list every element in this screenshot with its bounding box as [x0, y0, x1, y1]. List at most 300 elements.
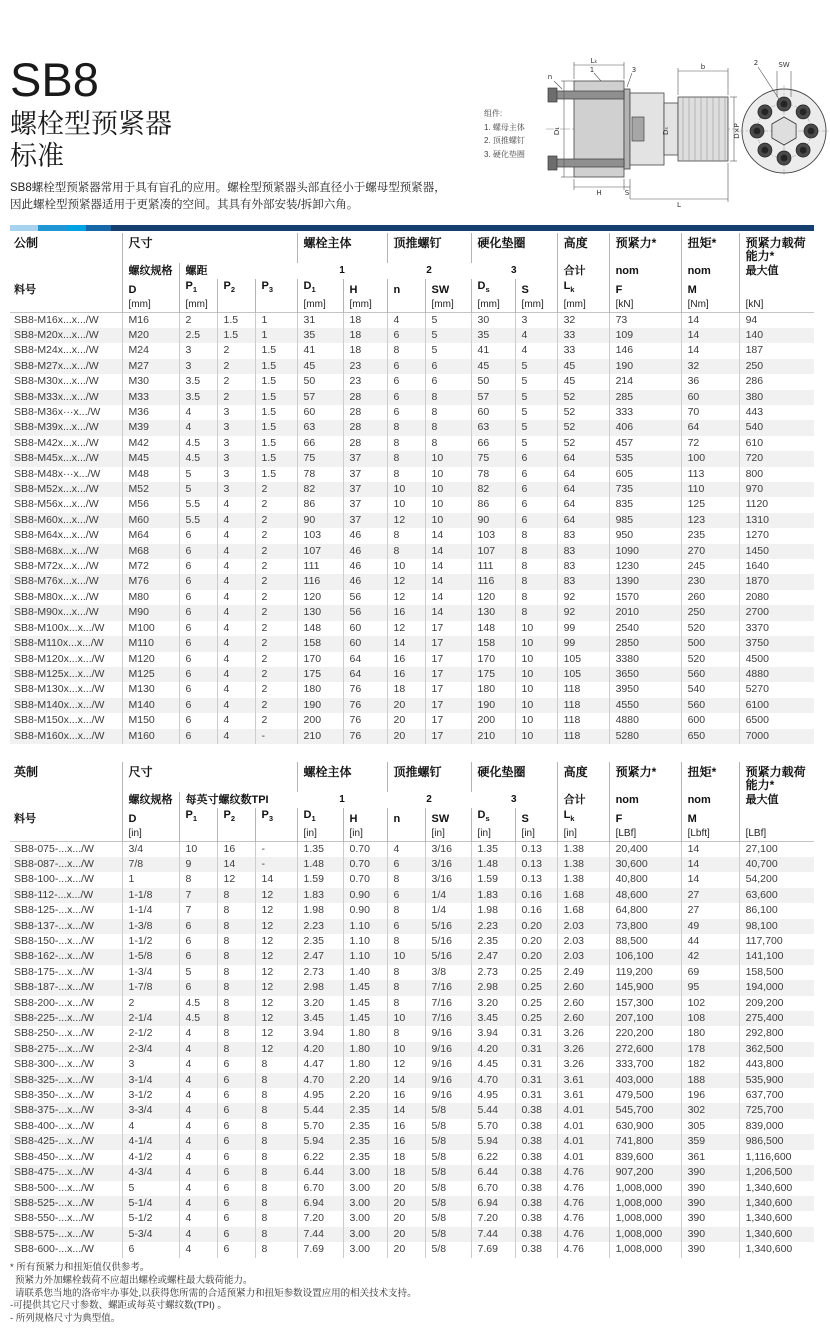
table-cell: 141,100	[739, 949, 814, 964]
table-cell: 10	[425, 513, 471, 528]
table-cell: 6	[387, 359, 425, 374]
unit-header: [LBf]	[739, 827, 814, 842]
table-cell: 28	[343, 390, 387, 405]
table-cell: 6	[179, 667, 217, 682]
table-cell: 8	[217, 934, 255, 949]
table-cell: 76	[343, 729, 387, 744]
table-cell: 45	[471, 359, 515, 374]
table-cell: 2.20	[343, 1088, 387, 1103]
table-cell: 6	[217, 1103, 255, 1118]
table-cell: 64	[557, 451, 609, 466]
table-cell: 361	[681, 1150, 739, 1165]
group-header: 预紧力*	[609, 762, 681, 792]
table-cell: 1.45	[343, 1011, 387, 1026]
unit-header	[387, 298, 425, 313]
table-cell: 0.90	[343, 888, 387, 903]
table-cell: 835	[609, 497, 681, 512]
table-cell: 5	[425, 312, 471, 328]
table-cell: 108	[681, 1011, 739, 1026]
table-cell: 6	[179, 698, 217, 713]
table-cell: 500	[681, 636, 739, 651]
table-cell: 2	[179, 312, 217, 328]
table-cell: 2	[255, 713, 297, 728]
column-header: $L_k$	[557, 808, 609, 826]
table-cell: 7.20	[297, 1211, 343, 1226]
table-cell: 8	[217, 1011, 255, 1026]
table-row	[10, 682, 814, 697]
table-cell: 270	[681, 544, 739, 559]
table-cell: 4.76	[557, 1165, 609, 1180]
table-cell: 3	[217, 467, 255, 482]
table-cell: 250	[739, 359, 814, 374]
column-header: D	[122, 808, 179, 826]
table-cell: SB8-450-...x.../W	[14, 1150, 94, 1163]
table-cell: 32	[557, 312, 609, 328]
table-cell: M24	[122, 343, 179, 358]
table-cell: 12	[255, 1042, 297, 1057]
table-cell: 92	[557, 590, 609, 605]
table-cell: 333,700	[609, 1057, 681, 1072]
table-cell: 1.48	[471, 857, 515, 872]
table-cell: 7.44	[471, 1227, 515, 1242]
table-cell: 10	[425, 482, 471, 497]
table-cell: 12	[255, 934, 297, 949]
table-cell: 4	[515, 328, 557, 343]
table-cell: 9	[179, 857, 217, 872]
table-cell: 8	[387, 934, 425, 949]
column-header: $P_2$	[217, 808, 255, 826]
table-cell: 18	[343, 312, 387, 328]
table-cell: SB8-M24x...x.../W	[14, 344, 99, 357]
drawing-legend	[484, 107, 546, 207]
table-cell: 10	[425, 497, 471, 512]
table-cell: 12	[217, 872, 255, 887]
table-row	[10, 590, 814, 605]
table-cell: 6	[179, 621, 217, 636]
table-cell: 8	[255, 1211, 297, 1226]
table-cell: 83	[557, 544, 609, 559]
table-cell: 6	[217, 1211, 255, 1226]
table-cell: 6	[387, 919, 425, 934]
group-header: 硬化垫圈	[471, 762, 557, 792]
table-cell: 14	[387, 1103, 425, 1118]
table-cell: 16	[217, 841, 255, 857]
metric-table	[10, 225, 820, 744]
table-cell: 8	[217, 1042, 255, 1057]
table-cell: 3.26	[557, 1026, 609, 1041]
table-cell: 8	[217, 888, 255, 903]
table-cell: 3.61	[557, 1088, 609, 1103]
table-cell: 8	[255, 1150, 297, 1165]
table-cell: 1.5	[255, 374, 297, 389]
dim-ref-1: 1	[589, 66, 595, 74]
page-subtitle-standard: 标准	[10, 141, 64, 172]
table-cell: 8	[515, 605, 557, 620]
table-cell: 14	[425, 574, 471, 589]
footnote-line: - 所列规格尺寸为典型值。	[10, 1313, 121, 1325]
table-cell: 37	[343, 497, 387, 512]
component-ref: 1	[339, 794, 345, 806]
sub-header: nom	[609, 263, 681, 279]
table-cell: 0.25	[515, 965, 557, 980]
table-cell: 3-3/4	[122, 1103, 179, 1118]
table-cell: SB8-400-...x.../W	[14, 1119, 94, 1132]
table-cell: 275,400	[739, 1011, 814, 1026]
table-cell: 12	[387, 1057, 425, 1072]
table-cell: -	[255, 729, 297, 744]
table-cell: 123	[681, 513, 739, 528]
table-row	[10, 1227, 814, 1242]
unit-header: [LBf]	[609, 827, 681, 842]
table-cell: 390	[681, 1181, 739, 1196]
table-cell: 14	[681, 312, 739, 328]
table-cell: 4	[217, 590, 255, 605]
table-cell: 5.5	[179, 513, 217, 528]
table-cell: 2.49	[557, 965, 609, 980]
table-cell: 0.20	[515, 934, 557, 949]
table-cell: 86	[297, 497, 343, 512]
table-cell: 5/8	[425, 1119, 471, 1134]
table-cell: SB8-525-...x.../W	[14, 1196, 94, 1209]
table-cell: 1.80	[343, 1057, 387, 1072]
table-cell: 1.5	[255, 451, 297, 466]
table-cell: M130	[122, 682, 179, 697]
table-cell: M33	[122, 390, 179, 405]
table-cell: 14	[425, 559, 471, 574]
table-cell: 17	[425, 682, 471, 697]
table-cell: 3/16	[425, 857, 471, 872]
table-row	[10, 980, 814, 995]
table-cell: 50	[471, 374, 515, 389]
table-cell: 9/16	[425, 1026, 471, 1041]
table-cell: 2	[255, 544, 297, 559]
table-cell: SB8-M160x...x.../W	[14, 729, 105, 742]
table-cell: 650	[681, 729, 739, 744]
table-cell: 8	[217, 1026, 255, 1041]
table-cell: 0.90	[343, 903, 387, 918]
table-cell: 44	[681, 934, 739, 949]
table-cell: 5280	[609, 729, 681, 744]
table-cell: 2.60	[557, 996, 609, 1011]
table-cell: 3	[515, 312, 557, 328]
table-row	[10, 513, 814, 528]
table-cell: -	[255, 841, 297, 857]
table-cell: 57	[471, 390, 515, 405]
group-header: 公制	[14, 236, 39, 250]
table-cell: 2.5	[179, 328, 217, 343]
table-row	[10, 1026, 814, 1041]
table-row	[10, 1057, 814, 1072]
table-cell: 5/8	[425, 1165, 471, 1180]
table-cell: 45	[557, 359, 609, 374]
table-cell: 27,100	[739, 841, 814, 857]
component-ref: 1	[339, 265, 345, 277]
table-cell: 0.38	[515, 1150, 557, 1165]
table-cell: SB8-M60x...x.../W	[14, 513, 99, 526]
table-row	[10, 1242, 814, 1257]
table-cell: 14	[681, 872, 739, 887]
table-cell: 64	[343, 652, 387, 667]
table-cell: SB8-187-...x.../W	[14, 981, 94, 994]
table-cell: 6.44	[471, 1165, 515, 1180]
table-row	[10, 934, 814, 949]
data-table	[10, 762, 814, 1258]
table-cell: 1.45	[343, 980, 387, 995]
table-cell: 1-1/2	[122, 934, 179, 949]
table-cell: 36	[681, 374, 739, 389]
table-cell: 2.03	[557, 949, 609, 964]
table-cell: 210	[297, 729, 343, 744]
table-cell: 8	[217, 996, 255, 1011]
table-cell: 6	[387, 390, 425, 405]
table-cell: 46	[343, 574, 387, 589]
table-cell: 145,900	[609, 980, 681, 995]
table-row	[10, 1211, 814, 1226]
table-cell: 107	[471, 544, 515, 559]
table-cell: 1,340,600	[739, 1181, 814, 1196]
table-cell: 6	[217, 1057, 255, 1072]
unit-header: [Nm]	[681, 298, 739, 313]
table-cell: 950	[609, 528, 681, 543]
table-cell: 7.69	[471, 1242, 515, 1257]
table-cell: 4.70	[297, 1073, 343, 1088]
column-header: $P_2$	[217, 279, 255, 297]
table-cell: 5.44	[297, 1103, 343, 1118]
sub-header: 每英寸螺纹数TPI	[179, 792, 297, 808]
table-cell: 0.25	[515, 996, 557, 1011]
table-cell: 2	[255, 590, 297, 605]
table-cell: 272,600	[609, 1042, 681, 1057]
unit-header	[179, 827, 217, 842]
table-cell: 2	[255, 574, 297, 589]
table-cell: 90	[297, 513, 343, 528]
table-cell: 14	[255, 872, 297, 887]
table-cell: 305	[681, 1119, 739, 1134]
group-header: 顶推螺钉	[387, 233, 471, 263]
table-cell: M64	[122, 528, 179, 543]
table-row	[10, 996, 814, 1011]
table-cell: 4	[179, 1181, 217, 1196]
table-cell: 8	[387, 420, 425, 435]
table-cell: 8	[515, 574, 557, 589]
table-row	[10, 559, 814, 574]
table-cell: 2.20	[343, 1073, 387, 1088]
table-cell: 4	[217, 544, 255, 559]
column-header: SW	[425, 808, 471, 826]
table-cell: 6	[425, 374, 471, 389]
table-cell: 2.47	[297, 949, 343, 964]
table-cell: 6.94	[471, 1196, 515, 1211]
table-cell: 2.23	[471, 919, 515, 934]
group-header: 尺寸	[122, 762, 297, 792]
table-cell: M16	[122, 312, 179, 328]
table-cell: 52	[557, 420, 609, 435]
table-cell: 28	[343, 436, 387, 451]
table-cell: 10	[387, 559, 425, 574]
table-cell: 194,000	[739, 980, 814, 995]
sub-header: 螺纹规格	[122, 263, 179, 279]
table-cell: 64	[557, 467, 609, 482]
table-cell: 6	[179, 652, 217, 667]
table-cell: 7000	[739, 729, 814, 744]
table-cell: 5/8	[425, 1211, 471, 1226]
table-cell: 14	[681, 857, 739, 872]
table-cell: 119,200	[609, 965, 681, 980]
table-cell: 6	[179, 544, 217, 559]
table-cell: SB8-125-...x.../W	[14, 904, 94, 917]
table-cell: 209,200	[739, 996, 814, 1011]
table-cell: 7.44	[297, 1227, 343, 1242]
table-row	[10, 328, 814, 343]
table-cell: 46	[343, 544, 387, 559]
table-cell: 3-1/2	[122, 1088, 179, 1103]
table-cell: 8	[255, 1073, 297, 1088]
table-cell: 1-1/8	[122, 888, 179, 903]
table-cell: 0.38	[515, 1103, 557, 1118]
unit-header: [mm]	[515, 298, 557, 313]
table-cell: 4	[217, 528, 255, 543]
table-cell: 637,700	[739, 1088, 814, 1103]
table-cell: 1.83	[471, 888, 515, 903]
table-cell: 3	[217, 451, 255, 466]
table-cell: 14	[387, 1073, 425, 1088]
unit-header	[217, 827, 255, 842]
table-cell: 10	[515, 698, 557, 713]
table-cell: 41	[297, 343, 343, 358]
table-cell: 14	[425, 605, 471, 620]
table-cell: 8	[255, 1119, 297, 1134]
page-subtitle-product: 螺栓型预紧器	[10, 109, 172, 139]
table-cell: 1-5/8	[122, 949, 179, 964]
table-cell: 1.38	[557, 841, 609, 857]
table-cell: 88,500	[609, 934, 681, 949]
table-cell: 2850	[609, 636, 681, 651]
table-cell: 3.94	[471, 1026, 515, 1041]
table-cell: 9/16	[425, 1042, 471, 1057]
table-cell: 560	[681, 698, 739, 713]
title-block	[10, 53, 480, 214]
table-cell: 63	[297, 420, 343, 435]
table-cell: 6	[387, 374, 425, 389]
table-cell: 27	[681, 888, 739, 903]
table-row	[10, 667, 814, 682]
table-cell: 4	[179, 1088, 217, 1103]
table-cell: 14	[425, 544, 471, 559]
table-cell: 8	[387, 1026, 425, 1041]
table-cell: 6	[179, 636, 217, 651]
column-header: S	[515, 279, 557, 297]
table-row	[10, 497, 814, 512]
table-cell: 4	[217, 652, 255, 667]
table-cell: 0.16	[515, 903, 557, 918]
table-cell: 99	[557, 636, 609, 651]
table-cell: 5/8	[425, 1196, 471, 1211]
table-cell: 5	[425, 343, 471, 358]
table-cell: 3.5	[179, 390, 217, 405]
table-cell: 6	[217, 1227, 255, 1242]
table-cell: 16	[387, 667, 425, 682]
table-cell: 390	[681, 1165, 739, 1180]
table-cell: 4	[179, 1196, 217, 1211]
table-cell: 214	[609, 374, 681, 389]
table-cell: 1,008,000	[609, 1196, 681, 1211]
table-cell: 4880	[609, 713, 681, 728]
table-cell: 52	[557, 436, 609, 451]
table-cell: 4-1/2	[122, 1150, 179, 1165]
table-cell: 14	[681, 328, 739, 343]
table-cell: 4	[179, 1119, 217, 1134]
table-cell: 10	[387, 1011, 425, 1026]
table-cell: 1640	[739, 559, 814, 574]
table-cell: 3.26	[557, 1042, 609, 1057]
table-cell: 12	[255, 1011, 297, 1026]
table-cell: 2.23	[297, 919, 343, 934]
table-cell: M80	[122, 590, 179, 605]
table-cell: 107	[297, 544, 343, 559]
table-cell: 20,400	[609, 841, 681, 857]
table-cell: 1	[122, 872, 179, 887]
table-cell: 5/16	[425, 919, 471, 934]
table-cell: M160	[122, 729, 179, 744]
table-row	[10, 544, 814, 559]
table-cell: SB8-M42x...x.../W	[14, 436, 99, 449]
table-cell: 8	[387, 451, 425, 466]
page-description: SB8螺栓型预紧器常用于具有盲孔的应用。螺栓型预紧器头部直径小于螺母型预紧器， 因此螺栓型预紧器适用于更紧凑的空间。其具有外部安装/拆卸六角。	[10, 181, 446, 212]
footnotes	[10, 1262, 800, 1326]
table-cell: 23	[343, 374, 387, 389]
table-cell: 0.38	[515, 1134, 557, 1149]
table-cell: 2	[255, 667, 297, 682]
table-cell: 4	[217, 729, 255, 744]
table-cell: 5	[515, 436, 557, 451]
table-cell: 5	[515, 420, 557, 435]
sub-header	[10, 263, 122, 279]
table-cell: SB8-600-...x.../W	[14, 1243, 94, 1256]
table-cell: 3.5	[179, 374, 217, 389]
table-cell: 2	[255, 636, 297, 651]
table-cell: 6	[217, 1134, 255, 1149]
table-cell: 390	[681, 1196, 739, 1211]
table-cell: 148	[471, 621, 515, 636]
table-cell: 4-1/4	[122, 1134, 179, 1149]
table-cell: 3	[217, 436, 255, 451]
table-cell: SB8-M36x···x.../W	[14, 406, 101, 418]
table-cell: 443	[739, 405, 814, 420]
table-cell: 0.38	[515, 1242, 557, 1257]
table-cell: 1390	[609, 574, 681, 589]
table-cell: 14	[425, 590, 471, 605]
legend-item: 1. 螺母主体	[484, 123, 525, 133]
table-cell: 535	[609, 451, 681, 466]
table-cell: 3.00	[343, 1181, 387, 1196]
table-row	[10, 1134, 814, 1149]
unit-header: [mm]	[122, 298, 179, 313]
table-cell: 2	[255, 682, 297, 697]
table-cell: 111	[471, 559, 515, 574]
table-cell: SB8-M16x...x.../W	[14, 313, 99, 326]
dim-ref-3: 3	[631, 66, 637, 74]
table-cell: 985	[609, 513, 681, 528]
table-cell: 2.98	[471, 980, 515, 995]
group-header: 顶推螺钉	[387, 762, 471, 792]
table-cell: 18	[387, 1150, 425, 1165]
table-cell: M45	[122, 451, 179, 466]
table-cell: 6	[179, 949, 217, 964]
table-row	[10, 436, 814, 451]
table-cell: M68	[122, 544, 179, 559]
table-cell: 12	[255, 888, 297, 903]
group-header: 高度	[557, 762, 609, 792]
